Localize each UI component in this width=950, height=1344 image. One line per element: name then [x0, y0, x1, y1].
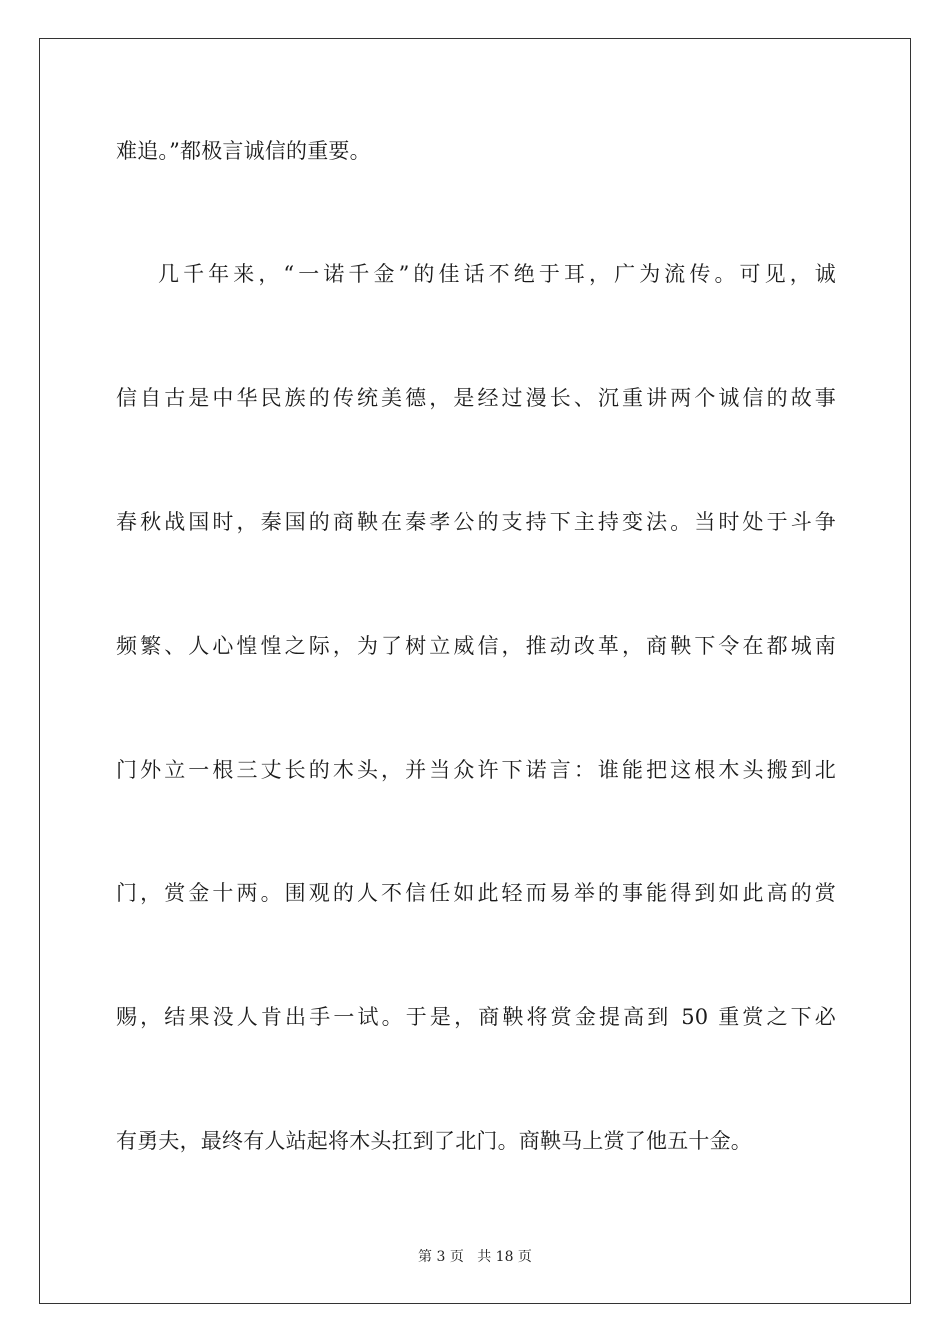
- text-line: 赐，结果没人肯出手一试。于是，商鞅将赏金提高到 50 重赏之下必: [116, 1005, 836, 1029]
- page-footer: [0, 1248, 950, 1266]
- text-line: 门，赏金十两。围观的人不信任如此轻而易举的事能得到如此高的赏: [116, 881, 836, 905]
- text-line: 门外立一根三丈长的木头，并当众许下诺言：谁能把这根木头搬到北: [116, 758, 836, 782]
- text-line: 有勇夫，最终有人站起将木头扛到了北门。商鞅马上赏了他五十金。: [116, 1129, 752, 1153]
- page-number: 第 3 页: [418, 1249, 464, 1265]
- text-line: 信自古是中华民族的传统美德，是经过漫长、沉重讲两个诚信的故事: [116, 386, 836, 410]
- text-line: 春秋战国时，秦国的商鞅在秦孝公的支持下主持变法。当时处于斗争: [116, 510, 836, 534]
- text-line: 频繁、人心惶惶之际，为了树立威信，推动改革，商鞅下令在都城南: [116, 634, 836, 658]
- text-line: 难追。”都极言诚信的重要。: [116, 139, 371, 163]
- text-line: 几千年来，“一诺千金”的佳话不绝于耳，广为流传。可见，诚: [158, 262, 836, 286]
- page-total: 共 18 页: [477, 1249, 532, 1265]
